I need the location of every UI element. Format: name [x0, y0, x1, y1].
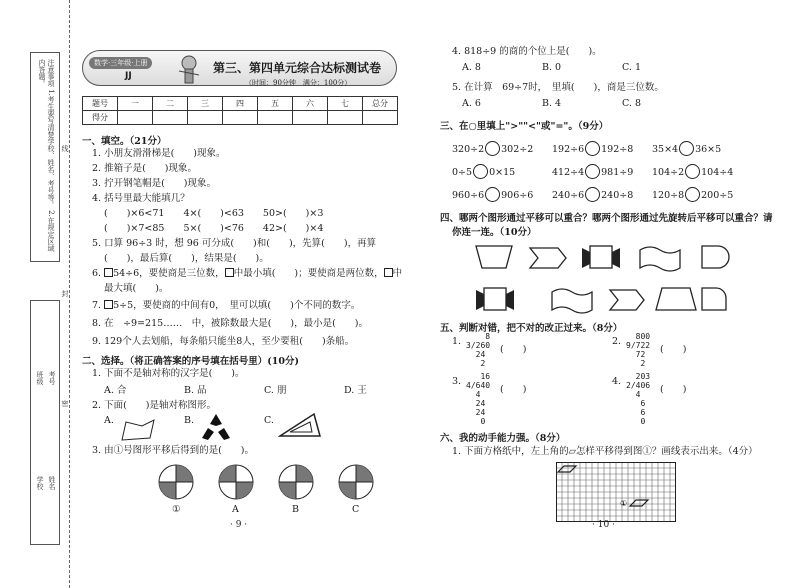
- wave-flag-shape[interactable]: [552, 289, 592, 313]
- grid-figure-label: ①: [620, 499, 628, 508]
- judge-blank-3[interactable]: ( ): [500, 384, 527, 395]
- question-7: 7. 5÷5，要使商的中间有0， 里可以填( )个不同的数字。: [92, 300, 361, 311]
- choice-5-opt-a[interactable]: A. 6: [462, 98, 481, 109]
- section-compare: 三、在○里填上">""<"或"="。（9分）: [440, 121, 609, 132]
- compare-row: [652, 187, 733, 202]
- compare-right: 192÷8: [601, 144, 634, 155]
- score-row-values: [83, 111, 398, 125]
- diamond-shape-icon: [196, 412, 236, 442]
- score-cell: 五: [258, 97, 293, 111]
- compare-right: 36×5: [695, 144, 722, 155]
- binding-margin: [0, 0, 70, 588]
- question-5-line-a: 5. 口算 96÷3 时，想 96 可分成( )和( )，先算( )，再算: [92, 238, 377, 249]
- score-input[interactable]: [188, 111, 223, 125]
- question-1: 1. 小朋友滑滑梯是( )现象。: [92, 148, 226, 159]
- section-judge: 五、判断对错，把不对的改正过来。（8分）: [440, 323, 623, 334]
- seal-line: 封: [61, 290, 69, 297]
- compare-right: 104÷4: [701, 167, 734, 178]
- bowtie-square-shape[interactable]: [476, 288, 514, 310]
- choice-3: 3. 由①号图形平移后得到的是( )。: [92, 445, 254, 456]
- score-cell: 总分: [363, 97, 398, 111]
- choice-1-opt-d[interactable]: D. 王: [344, 385, 367, 396]
- compare-circle[interactable]: [679, 141, 694, 156]
- q6-text-b: 中最小填( )；要使商是两位数，: [233, 268, 384, 279]
- score-input[interactable]: [223, 111, 258, 125]
- compare-circle[interactable]: [585, 187, 600, 202]
- compare-row: [452, 164, 515, 179]
- seal-line: 密: [61, 400, 69, 407]
- question-6-line-a: 6. 54÷6，要使商是三位数， 中最小填( )；要使商是两位数， 中: [92, 268, 403, 279]
- compare-left: 412÷4: [552, 167, 585, 178]
- compare-row: [452, 141, 533, 156]
- compare-circle[interactable]: [685, 187, 700, 202]
- page-number-left: · 9 ·: [230, 520, 248, 530]
- student-info-box: [30, 300, 60, 545]
- question-9: 9. 129个人去划船，每条船只能坐8人，至少要租( )条船。: [92, 336, 355, 347]
- compare-left: 960÷6: [452, 190, 485, 201]
- parallelogram-shape: [558, 466, 576, 472]
- score-cell: 三: [188, 97, 223, 111]
- compare-right: 200÷5: [701, 190, 734, 201]
- matching-shapes-figure: [470, 240, 740, 315]
- blank-box[interactable]: [104, 268, 113, 277]
- judge-blank-1[interactable]: ( ): [500, 344, 527, 355]
- section-matching-cont: 你连一连。（10分）: [452, 227, 537, 238]
- compare-left: 240÷6: [552, 190, 585, 201]
- compare-left: 104÷2: [652, 167, 685, 178]
- pie-option-1: [159, 465, 193, 499]
- choice-1-opt-b[interactable]: B. 品: [184, 385, 207, 396]
- judge-label-4: 4.: [612, 376, 622, 387]
- choice-4-opt-b[interactable]: B. 0: [542, 62, 562, 73]
- triangle-ruler-icon: [278, 412, 322, 438]
- compare-circle[interactable]: [485, 187, 500, 202]
- compare-circle[interactable]: [685, 164, 700, 179]
- shape-a-icon: [118, 418, 158, 442]
- compare-circle[interactable]: [485, 141, 500, 156]
- question-5-line-b: ( )，最后算( )，结果是( )。: [104, 253, 269, 264]
- score-row-header: [83, 97, 398, 111]
- paper-title: 第三、第四单元综合达标测试卷: [213, 61, 382, 75]
- choice-4-opt-a[interactable]: A. 8: [462, 62, 481, 73]
- score-input[interactable]: [293, 111, 328, 125]
- blank-box[interactable]: [104, 300, 113, 309]
- edition-label: JJ: [125, 71, 132, 81]
- hands-on-1: 1. 下面方格纸中，左上角的▱怎样平移得到图①？画线表示出来。（4分）: [452, 446, 758, 457]
- paper-meta: （时间：90分钟 满分：100分）: [245, 79, 352, 87]
- judge-label-2: 2.: [612, 336, 622, 347]
- choice-1-opt-a[interactable]: A. 合: [104, 385, 127, 396]
- section-fill-blank: 一、填空。（21分）: [82, 136, 167, 147]
- compare-row: [552, 164, 633, 179]
- judge-division-1: 8 3/260 24 2: [466, 332, 491, 368]
- choice-2: 2. 下面( )是轴对称图形。: [92, 400, 216, 411]
- pie-label-1[interactable]: ①: [172, 504, 181, 515]
- compare-circle[interactable]: [585, 141, 600, 156]
- trapezoid-shape[interactable]: [476, 246, 512, 268]
- q7-text: 5÷5，要使商的中间有0， 里可以填( )个不同的数字。: [113, 300, 361, 311]
- question-3: 3. 拧开钢笔帽是( )现象。: [92, 178, 216, 189]
- score-cell: 题号: [83, 97, 118, 111]
- wave-flag-shape[interactable]: [640, 247, 680, 271]
- blank-box[interactable]: [225, 268, 234, 277]
- compare-left: 0÷5: [452, 167, 473, 178]
- pie-label-c[interactable]: C: [352, 504, 360, 515]
- grid-paper[interactable]: [556, 462, 676, 522]
- score-input[interactable]: [363, 111, 398, 125]
- title-banner: [82, 50, 397, 86]
- d-shape[interactable]: [702, 246, 729, 268]
- parallelogram-target-shape: [630, 500, 648, 506]
- q6-text-c: 中: [392, 268, 403, 279]
- score-input[interactable]: [258, 111, 293, 125]
- score-cell: 一: [118, 97, 153, 111]
- compare-left: 35×4: [652, 144, 679, 155]
- paper-header: [82, 44, 397, 92]
- grade-badge: 数学·三年级·上册: [89, 57, 152, 69]
- compare-row: [652, 141, 721, 156]
- compare-row: [652, 164, 733, 179]
- pie-option-b: [279, 465, 313, 499]
- score-input[interactable]: [153, 111, 188, 125]
- q8-text: 在 ÷9=215…… 中，被除数最大是( )，最小是( )。: [104, 318, 369, 329]
- pie-option-a: [219, 465, 253, 499]
- compare-circle[interactable]: [473, 164, 488, 179]
- judge-label-1: 1.: [452, 336, 462, 347]
- score-table: [82, 96, 398, 125]
- chevron-shape[interactable]: [610, 290, 644, 310]
- notice-text: 注意事项 1.考生要写清楚学校、姓名、考号等。 2.在规定区域内答题。: [38, 59, 55, 252]
- bowtie-square-shape[interactable]: [582, 246, 620, 268]
- question-4-row-b: ( )×7<85 5×( )<76 42>( )×4: [104, 223, 324, 234]
- trapezoid-shape[interactable]: [656, 288, 696, 310]
- seal-line: 线: [61, 145, 69, 152]
- choice-5: 5. 在计算 69÷7时， 里填( )，商是三位数。: [452, 82, 664, 93]
- compare-left: 320÷2: [452, 144, 485, 155]
- blank-box[interactable]: [384, 268, 393, 277]
- judge-blank-4[interactable]: ( ): [660, 384, 687, 395]
- judge-division-2: 800 9/722 72 2: [626, 332, 651, 368]
- compare-row: [452, 187, 533, 202]
- id-label: 考号: [48, 371, 56, 385]
- question-4: 4. 括号里最大能填几？: [92, 193, 190, 204]
- score-cell: 六: [293, 97, 328, 111]
- choice-4: 4. 818÷9 的商的个位上是( )。: [452, 46, 602, 57]
- compare-right: 302÷2: [501, 144, 534, 155]
- compare-right: 981÷9: [601, 167, 634, 178]
- score-cell: 二: [153, 97, 188, 111]
- chevron-shape[interactable]: [530, 248, 566, 268]
- pie-label-b[interactable]: B: [292, 504, 299, 515]
- choice-2-opt-a[interactable]: A.: [104, 415, 114, 426]
- section-choice: 二、选择。（将正确答案的序号填在括号里）(10分): [82, 356, 299, 367]
- choice-5-opt-b[interactable]: B. 4: [542, 98, 562, 109]
- choice-4-opt-c[interactable]: C. 1: [622, 62, 642, 73]
- judge-label-3: 3.: [452, 376, 462, 387]
- notice-box: [30, 52, 60, 262]
- choice-1: 1. 下面不是轴对称的汉字是( )。: [92, 368, 245, 379]
- q6-text-a: 54÷6，要使商是三位数，: [113, 268, 225, 279]
- question-8: 8. 在 ÷9=215…… 中，被除数最大是( )，最小是( )。: [92, 318, 369, 329]
- judge-division-4: 203 2/406 4 6 6 0: [626, 372, 651, 426]
- compare-left: 120÷8: [652, 190, 685, 201]
- score-cell: 四: [223, 97, 258, 111]
- choice-2-opt-b[interactable]: B.: [184, 415, 195, 426]
- section-hands-on: 六、我的动手能力强。（8分）: [440, 433, 566, 444]
- judge-division-3: 16 4/640 4 24 24 0: [466, 372, 491, 426]
- score-input[interactable]: [118, 111, 153, 125]
- pencil-mascot-icon: [175, 53, 203, 85]
- question-4-row-a: ( )×6<71 4×( )<63 50>( )×3: [104, 208, 324, 219]
- pie-options-figure: [150, 462, 380, 517]
- compare-left: 192÷6: [552, 144, 585, 155]
- name-label: 姓名: [48, 476, 56, 490]
- school-label: 学校: [36, 476, 44, 490]
- question-6-line-b: 最大填( )。: [104, 283, 169, 294]
- compare-right: 0×15: [489, 167, 516, 178]
- pie-option-c: [339, 465, 373, 499]
- compare-circle[interactable]: [585, 164, 600, 179]
- pie-label-a[interactable]: A: [232, 504, 239, 515]
- choice-1-opt-c[interactable]: C. 朋: [264, 385, 287, 396]
- d-shape[interactable]: [702, 288, 726, 310]
- compare-right: 906÷6: [501, 190, 534, 201]
- judge-blank-2[interactable]: ( ): [660, 344, 687, 355]
- page-number-right: · 10 ·: [592, 520, 615, 530]
- score-cell: 得分: [83, 111, 118, 125]
- section-matching: 四、哪两个图形通过平移可以重合？哪两个图形通过先旋转后平移可以重合？请: [440, 213, 773, 224]
- compare-row: [552, 187, 633, 202]
- choice-5-opt-c[interactable]: C. 8: [622, 98, 642, 109]
- class-label: 班级: [36, 371, 44, 385]
- compare-right: 240÷8: [601, 190, 634, 201]
- compare-row: [552, 141, 633, 156]
- question-2: 2. 推箱子是( )现象。: [92, 163, 197, 174]
- choice-2-opt-c[interactable]: C.: [264, 415, 274, 426]
- score-cell: 七: [328, 97, 363, 111]
- score-input[interactable]: [328, 111, 363, 125]
